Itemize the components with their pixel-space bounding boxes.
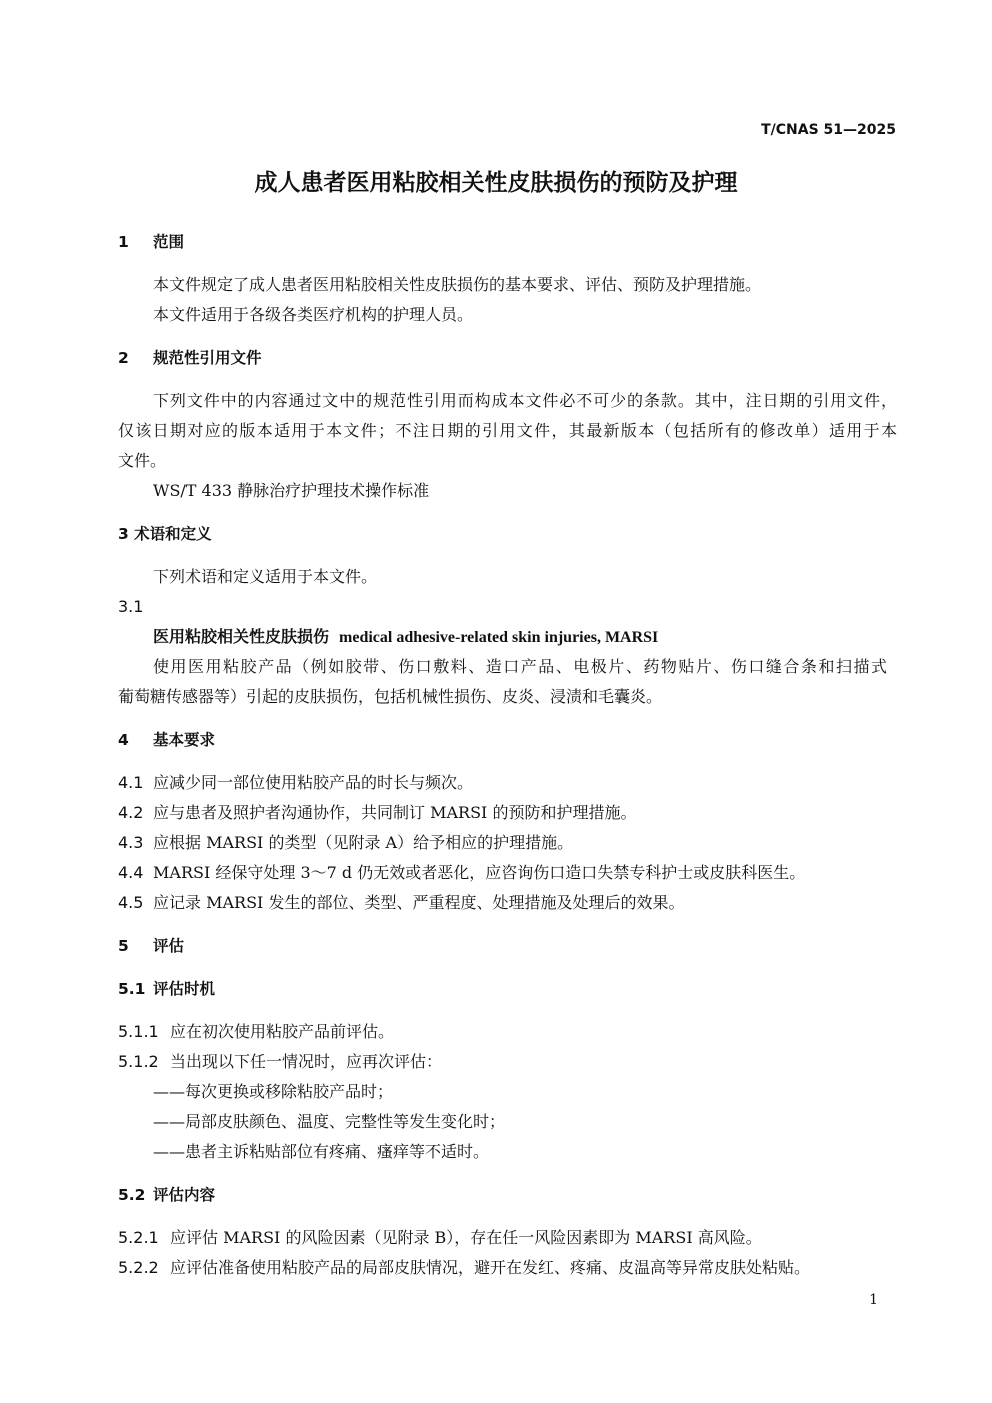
definition-line: 葡萄糖传感器等）引起的皮肤损伤，包括机械性损伤、皮炎、浸渍和毛囊炎。: [118, 687, 663, 706]
subsection-5-2-heading: [118, 1185, 215, 1205]
list-item: [118, 893, 684, 913]
document-number: T/CNAS 51—2025: [761, 122, 896, 138]
item-text: 应根据 MARSI 的类型（见附录 A）给予相应的护理措施。: [153, 833, 574, 852]
dash-list-item: ——局部皮肤颜色、温度、完整性等发生变化时；: [153, 1112, 506, 1131]
clause-number: 3.1: [118, 597, 144, 616]
subsection-title: 评估内容: [153, 1186, 216, 1204]
item-number: 4.3: [118, 833, 144, 852]
item-number: 5.2.1: [118, 1228, 159, 1247]
list-item: [118, 1052, 442, 1072]
subsection-title: 评估时机: [153, 980, 216, 998]
paragraph: 下列术语和定义适用于本文件。: [153, 567, 378, 586]
section-title: 规范性引用文件: [153, 349, 262, 367]
item-text: 应在初次使用粘胶产品前评估。: [170, 1022, 395, 1041]
section-number: 1: [118, 233, 129, 251]
item-text: 应减少同一部位使用粘胶产品的时长与频次。: [153, 773, 474, 792]
item-number: 4.2: [118, 803, 144, 822]
item-number: 5.1.1: [118, 1022, 159, 1041]
normative-reference: WS/T 433 静脉治疗护理技术操作标准: [153, 481, 430, 500]
item-text: 应记录 MARSI 发生的部位、类型、严重程度、处理措施及处理后的效果。: [153, 893, 685, 912]
item-number: 5.1.2: [118, 1052, 159, 1071]
paragraph-line: 文件。: [118, 451, 167, 470]
list-item: [118, 1258, 810, 1278]
subsection-number: 5.1: [118, 980, 146, 998]
term-chinese: 医用粘胶相关性皮肤损伤: [153, 627, 330, 646]
item-text: 当出现以下任一情况时，应再次评估：: [170, 1052, 443, 1071]
section-5-heading: [118, 936, 184, 956]
section-number: 5: [118, 937, 129, 955]
list-item: [118, 1228, 762, 1248]
section-1-heading: [118, 232, 184, 252]
item-text: MARSI 经保守处理 3～7 d 仍无效或者恶化，应咨询伤口造口失禁专科护士或皮肤科医生。: [153, 863, 806, 882]
section-title: 基本要求: [153, 731, 216, 749]
item-number: 5.2.2: [118, 1258, 159, 1277]
list-item: [118, 833, 573, 853]
list-item: [118, 773, 473, 793]
subsection-5-1-heading: [118, 979, 215, 999]
list-item: [118, 803, 636, 823]
item-number: 4.4: [118, 863, 144, 882]
definition-line: 使用医用粘胶产品（例如胶带、伤口敷料、造口产品、电极片、药物贴片、伤口缝合条和扫描式: [153, 657, 887, 676]
item-text: 应与患者及照护者沟通协作，共同制订 MARSI 的预防和护理措施。: [153, 803, 637, 822]
subsection-number: 5.2: [118, 1186, 146, 1204]
term-english: medical adhesive-related skin injuries, MARSI: [339, 629, 659, 646]
section-number: 2: [118, 349, 129, 367]
paragraph-line: 仅该日期对应的版本适用于本文件；不注日期的引用文件，其最新版本（包括所有的修改单）适用于本: [118, 421, 897, 440]
item-text: 应评估准备使用粘胶产品的局部皮肤情况，避开在发红、疼痛、皮温高等异常皮肤处粘贴。: [170, 1258, 811, 1277]
list-item: [118, 1022, 394, 1042]
section-title: 范围: [153, 233, 185, 251]
paragraph: 本文件规定了成人患者医用粘胶相关性皮肤损伤的基本要求、评估、预防及护理措施。: [153, 275, 762, 294]
paragraph: 本文件适用于各级各类医疗机构的护理人员。: [153, 305, 474, 324]
dash-list-item: ——患者主诉粘贴部位有疼痛、瘙痒等不适时。: [153, 1142, 490, 1161]
section-number: 4: [118, 731, 129, 749]
section-title: 评估: [153, 937, 185, 955]
item-number: 4.5: [118, 893, 144, 912]
dash-list-item: ——每次更换或移除粘胶产品时；: [153, 1082, 394, 1101]
term-entry: [153, 627, 658, 648]
section-3-heading: 3 术语和定义: [118, 525, 212, 543]
section-4-heading: [118, 730, 215, 750]
item-text: 应评估 MARSI 的风险因素（见附录 B），存在任一风险因素即为 MARSI 高风险。: [170, 1228, 762, 1247]
item-number: 4.1: [118, 773, 144, 792]
section-2-heading: [118, 348, 262, 368]
list-item: [118, 863, 805, 883]
paragraph-line: 下列文件中的内容通过文中的规范性引用而构成本文件必不可少的条款。其中，注日期的引用文件，: [153, 391, 897, 410]
page-number: 1: [869, 1292, 878, 1308]
page-title: 成人患者医用粘胶相关性皮肤损伤的预防及护理: [254, 170, 738, 196]
